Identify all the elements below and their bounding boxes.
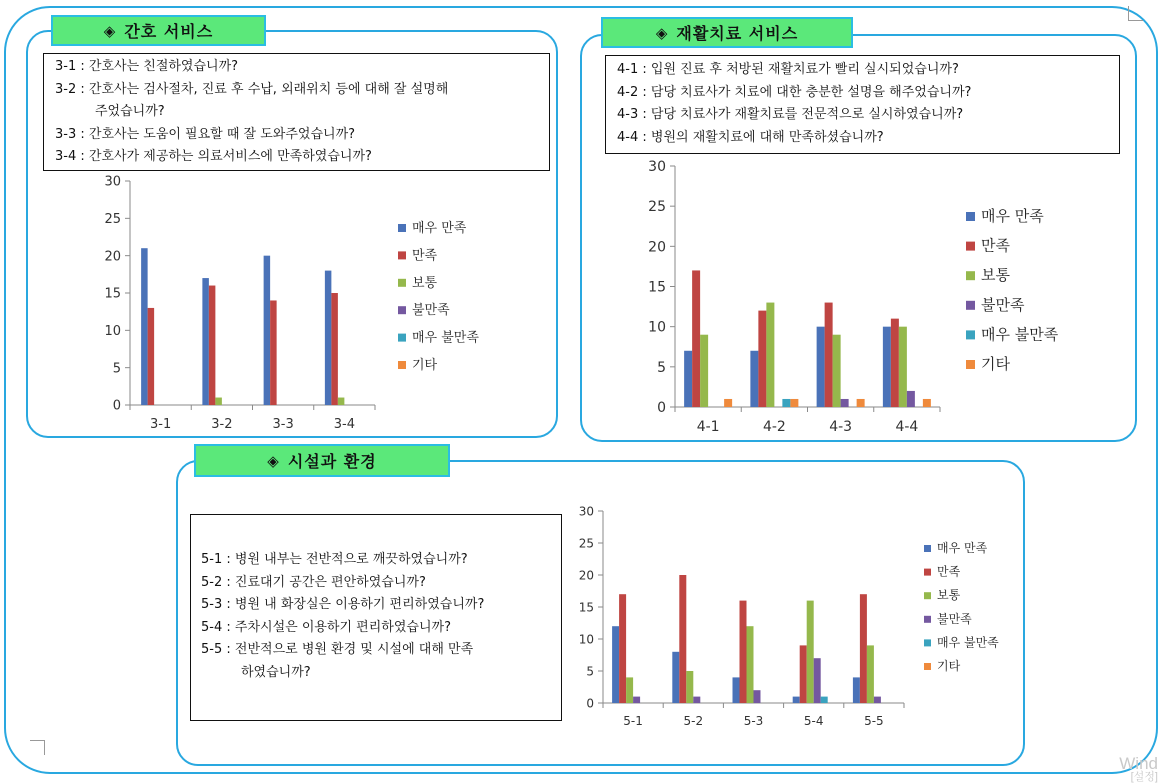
legend-label: 보통: [937, 588, 961, 603]
question-5-2: 5-2 : 진료대기 공간은 편안하였습니까?: [201, 574, 426, 590]
legend-label: 만족: [981, 236, 1010, 255]
question-4-1: 4-1 : 입원 진료 후 처방된 재활치료가 빨리 실시되었습니까?: [617, 62, 959, 77]
legend-label: 매우 만족: [981, 207, 1044, 225]
bar-4-4-series-1: [883, 327, 891, 407]
y-tick-label: 0: [657, 400, 666, 417]
legend-swatch: [398, 279, 406, 287]
y-tick-label: 15: [578, 600, 594, 615]
bar-4-2-series-2: [758, 311, 766, 407]
legend-label: 기타: [412, 358, 438, 373]
x-tick-label: 5-2: [683, 714, 704, 728]
x-tick-label: 3-1: [150, 417, 172, 432]
legend-swatch: [398, 361, 406, 369]
y-tick-label: 10: [104, 324, 121, 340]
bar-5-4-series-1: [793, 697, 800, 703]
x-tick-label: 3-3: [272, 417, 294, 432]
legend-label: 만족: [412, 248, 438, 264]
nursing-title: 간호 서비스: [124, 22, 214, 41]
bar-4-3-series-4: [841, 399, 849, 407]
corner-mark: [30, 740, 45, 755]
y-tick-label: 30: [104, 174, 121, 190]
y-tick-label: 30: [578, 504, 594, 519]
x-tick-label: 4-2: [762, 419, 786, 435]
facility-chart: [566, 500, 1016, 740]
bar-3-3-series-2: [270, 300, 277, 405]
bar-3-1-series-1: [141, 248, 148, 405]
y-tick-label: 5: [586, 664, 594, 679]
question-3-3: 3-3 : 간호사는 도움이 필요할 때 잘 도와주었습니까?: [55, 126, 356, 142]
bar-4-2-series-6: [790, 399, 798, 407]
y-tick-label: 15: [104, 286, 121, 302]
diamond-icon: ◈: [655, 23, 669, 42]
bar-5-4-series-3: [807, 601, 814, 703]
question-5-5: 5-5 : 전반적으로 병원 환경 및 시설에 대해 만족: [201, 642, 474, 657]
y-tick-label: 30: [648, 159, 666, 176]
rehab-title: 재활치료 서비스: [676, 24, 799, 43]
question-4-3: 4-3 : 담당 치료사가 재활치료를 전문적으로 실시하였습니까?: [617, 107, 964, 122]
bar-4-2-series-3: [766, 303, 774, 407]
legend-swatch: [924, 663, 931, 670]
bar-5-3-series-3: [747, 626, 754, 703]
question-5-4: 5-4 : 주차시설은 이용하기 편리하였습니까?: [201, 619, 451, 635]
x-tick-label: 3-4: [333, 417, 355, 432]
legend-swatch: [398, 306, 406, 314]
bar-3-3-series-1: [264, 256, 271, 405]
bar-5-2-series-2: [679, 575, 686, 703]
question-5-1: 5-1 : 병원 내부는 전반적으로 깨끗하였습니까?: [201, 552, 468, 567]
legend-label: 매우 불만족: [412, 330, 479, 346]
bar-4-2-series-5: [782, 399, 790, 407]
y-tick-label: 20: [648, 239, 666, 256]
legend-label: 매우 만족: [937, 541, 988, 555]
question-3-4: 3-4 : 간호사가 제공하는 의료서비스에 만족하였습니까?: [55, 149, 372, 164]
bar-4-3-series-2: [825, 303, 833, 407]
bar-5-5-series-2: [860, 594, 867, 703]
bar-5-5-series-4: [874, 697, 881, 703]
nursing-chart: [80, 170, 520, 435]
bar-3-2-series-1: [202, 278, 209, 405]
bar-5-5-series-1: [853, 677, 860, 703]
x-tick-label: 4-1: [696, 419, 720, 435]
question-3-2-cont: 주었습니까?: [95, 104, 165, 119]
x-tick-label: 4-4: [895, 419, 919, 435]
bar-5-3-series-4: [754, 690, 761, 703]
y-tick-label: 5: [657, 359, 666, 376]
bar-4-1-series-3: [700, 335, 708, 407]
x-tick-label: 5-4: [803, 714, 824, 728]
legend-label: 매우 불만족: [937, 635, 999, 650]
y-tick-label: 5: [112, 361, 121, 377]
x-tick-label: 5-5: [864, 714, 884, 728]
legend-swatch: [924, 545, 931, 552]
question-4-2: 4-2 : 담당 치료사가 치료에 대한 충분한 설명을 해주었습니까?: [617, 84, 972, 100]
rehab-title-tag: [601, 17, 853, 48]
corner-mark: [1128, 6, 1143, 21]
nursing-title-tag: [51, 15, 266, 46]
legend-swatch: [966, 301, 975, 310]
legend-label: 보통: [981, 266, 1010, 285]
legend-label: 불만족: [412, 303, 450, 319]
bar-5-4-series-4: [814, 658, 821, 703]
facility-title: 시설과 환경: [287, 452, 377, 471]
legend-label: 기타: [937, 659, 961, 673]
bar-4-4-series-6: [923, 399, 931, 407]
bar-3-4-series-1: [325, 271, 332, 405]
bar-5-1-series-1: [612, 626, 619, 703]
bar-5-4-series-5: [821, 697, 828, 703]
question-4-4: 4-4 : 병원의 재활치료에 대해 만족하셨습니까?: [617, 129, 884, 145]
y-tick-label: 20: [104, 249, 121, 265]
y-tick-label: 15: [648, 279, 666, 296]
x-tick-label: 4-3: [829, 419, 853, 435]
bar-4-3-series-6: [857, 399, 865, 407]
legend-label: 불만족: [937, 611, 972, 626]
bar-3-4-series-3: [338, 398, 345, 405]
x-tick-label: 3-2: [211, 417, 233, 432]
legend-swatch: [398, 224, 406, 232]
bar-4-2-series-1: [750, 351, 758, 407]
question-5-5-cont: 하였습니까?: [241, 664, 311, 680]
question-3-1: 3-1 : 간호사는 친절하였습니까?: [55, 59, 239, 74]
legend-label: 보통: [412, 275, 438, 291]
y-tick-label: 10: [648, 319, 666, 336]
bar-4-4-series-4: [907, 391, 915, 407]
bar-4-1-series-6: [724, 399, 732, 407]
y-tick-label: 20: [578, 568, 594, 583]
facility-title-tag: [194, 444, 450, 477]
question-5-3: 5-3 : 병원 내 화장실은 이용하기 편리하였습니까?: [201, 597, 485, 612]
bar-5-1-series-3: [626, 677, 633, 703]
bar-5-2-series-4: [693, 697, 700, 703]
y-tick-label: 10: [578, 632, 594, 647]
bar-5-3-series-2: [740, 601, 747, 703]
bar-5-2-series-1: [672, 652, 679, 703]
bar-3-2-series-2: [209, 286, 216, 405]
y-tick-label: 0: [586, 696, 594, 711]
bar-5-2-series-3: [686, 671, 693, 703]
diamond-icon: ◈: [267, 451, 280, 470]
legend-swatch: [966, 360, 975, 369]
bar-4-3-series-1: [817, 327, 825, 407]
watermark-subtext: [설정]: [1130, 771, 1158, 783]
rehab-questions-box: [605, 55, 1120, 154]
bar-4-1-series-2: [692, 270, 700, 407]
legend-label: 만족: [937, 564, 961, 579]
bar-4-1-series-1: [684, 351, 692, 407]
bar-4-3-series-3: [833, 335, 841, 407]
bar-4-4-series-2: [891, 319, 899, 407]
bar-4-4-series-3: [899, 327, 907, 407]
bar-3-1-series-2: [148, 308, 155, 405]
bar-5-1-series-2: [619, 594, 626, 703]
legend-label: 불만족: [981, 295, 1025, 314]
y-tick-label: 0: [112, 398, 121, 414]
bar-5-3-series-1: [733, 677, 740, 703]
diamond-icon: ◈: [103, 21, 117, 40]
rehab-chart: [630, 155, 1110, 445]
bar-5-1-series-4: [633, 697, 640, 703]
legend-swatch: [924, 592, 931, 599]
y-tick-label: 25: [578, 536, 594, 551]
bar-3-2-series-3: [215, 398, 222, 405]
facility-questions-box: [190, 514, 562, 721]
legend-swatch: [966, 242, 975, 251]
bar-5-4-series-2: [800, 645, 807, 703]
legend-swatch: [924, 569, 931, 576]
legend-swatch: [966, 271, 975, 280]
x-tick-label: 5-1: [623, 714, 643, 728]
question-3-2: 3-2 : 간호사는 검사절차, 진료 후 수납, 외래위치 등에 대해 잘 설명해: [55, 81, 449, 97]
legend-swatch: [398, 251, 406, 259]
legend-label: 매우 불만족: [981, 325, 1059, 344]
legend-swatch: [966, 330, 975, 339]
legend-label: 매우 만족: [412, 221, 467, 236]
legend-swatch: [966, 212, 975, 221]
legend-label: 기타: [981, 355, 1010, 373]
y-tick-label: 25: [104, 212, 121, 228]
y-tick-label: 25: [648, 199, 666, 216]
legend-swatch: [924, 616, 931, 623]
bar-3-4-series-2: [331, 293, 338, 405]
nursing-questions-box: [43, 53, 550, 171]
legend-swatch: [398, 334, 406, 342]
x-tick-label: 5-3: [743, 714, 764, 728]
watermark-text: Wind: [1119, 754, 1158, 773]
legend-swatch: [924, 639, 931, 646]
bar-5-5-series-3: [867, 645, 874, 703]
